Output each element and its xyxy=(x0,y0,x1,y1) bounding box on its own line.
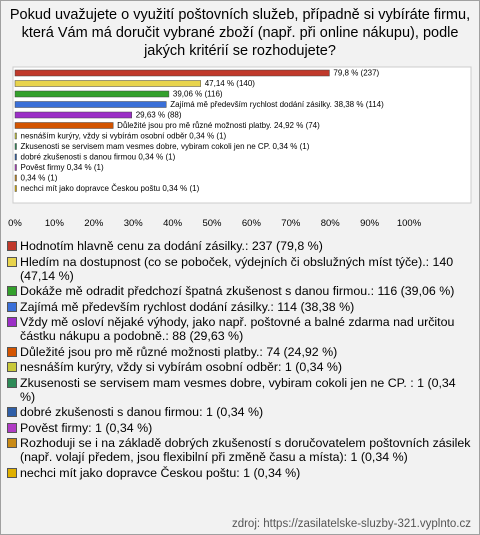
legend-swatch xyxy=(7,286,17,296)
legend-item-9 xyxy=(7,405,471,419)
bar-5 xyxy=(15,112,132,118)
x-tick-label: 100% xyxy=(396,218,422,229)
legend-swatch xyxy=(7,317,17,327)
bar-12 xyxy=(15,186,17,192)
bar-8 xyxy=(15,144,17,150)
legend-item-10 xyxy=(7,421,471,435)
legend-swatch xyxy=(7,302,17,312)
legend-item-5 xyxy=(7,315,471,343)
legend-swatch xyxy=(7,407,17,417)
bar-label-4: Zajímá mě především rychlost dodání zásilky. 38,38 % (114) xyxy=(170,100,384,109)
legend-label: Důležité jsou pro mě různé možnosti platby.: 74 (24,92 %) xyxy=(20,344,338,359)
legend-swatch xyxy=(7,362,17,372)
legend-label: Dokáže mě odradit předchozí špatná zkušenost s danou firmou.: 116 (39,06 %) xyxy=(20,284,455,298)
legend-item-6 xyxy=(7,345,471,359)
legend-label: Vždy mě osloví nějaké výhody, jako např. poštovné a balné zdarma nad určitou částku nákupu a podobně.: 88 (29,63 %) xyxy=(20,315,455,343)
bar-9 xyxy=(15,154,17,160)
x-tick-label: 10% xyxy=(44,218,64,229)
legend-swatch xyxy=(7,423,17,433)
bar-label-3: 39,06 % (116) xyxy=(172,89,223,99)
bar-label-2: 47,14 % (140) xyxy=(204,79,255,88)
x-tick-label: 50% xyxy=(202,218,222,229)
legend xyxy=(7,239,471,481)
legend-label: dobré zkušenosti s danou firmou: 1 (0,34 %) xyxy=(20,405,264,419)
x-tick-label: 90% xyxy=(360,218,380,229)
legend-label: Hledím na dostupnost (co se poboček, výdejních či obslužných míst týče).: 140 (47,14 %) xyxy=(20,254,454,283)
x-tick-label: 30% xyxy=(123,218,143,229)
bar-chart xyxy=(1,63,479,239)
legend-label: Zajímá mě především rychlost dodání zásilky.: 114 (38,38 %) xyxy=(20,299,355,314)
legend-label: Pověst firmy: 1 (0,34 %) xyxy=(20,420,153,435)
bar-1 xyxy=(15,70,329,76)
legend-label: Rozhoduji se i na základě dobrých zkušeností s doručovatelem poštovních zásilek (např. volají předem, jsou flexibilní při změně času a místa): 1 (0,34 %) xyxy=(20,436,471,464)
x-tick-label: 0% xyxy=(8,218,22,229)
bar-label-10: Pověst firmy 0,34 % (1) xyxy=(20,163,104,172)
legend-item-12 xyxy=(7,466,471,480)
chart-title: Pokud uvažujete o využití poštovních služeb, případně si vybíráte firmu, která Vám má doručit vybrané zboží (např. při online nákupu), podle jakých kritérií se rozhodujete? xyxy=(9,7,471,59)
bar-4 xyxy=(15,102,166,108)
bar-label-7: nesnáším kurýry, vždy si vybírám osobní odběr 0,34 % (1) xyxy=(20,131,227,141)
x-tick-label: 60% xyxy=(241,218,261,229)
legend-item-4 xyxy=(7,300,471,314)
bar-11 xyxy=(15,175,17,181)
bar-label-1: 79,8 % (237) xyxy=(333,68,380,78)
bar-label-5: 29,63 % (88) xyxy=(135,110,182,120)
legend-label: nesnáším kurýry, vždy si vybírám osobní odběr: 1 (0,34 %) xyxy=(20,360,343,374)
bar-label-8: Zkusenosti se servisem mam vesmes dobre, vybiram cokoli jen ne CP. 0,34 % (1) xyxy=(20,142,310,151)
bar-label-9: dobré zkušenosti s danou firmou 0,34 % (1) xyxy=(20,152,176,162)
bar-2 xyxy=(15,81,201,87)
bar-3 xyxy=(15,91,169,97)
legend-item-1 xyxy=(7,239,471,253)
x-tick-label: 20% xyxy=(84,218,104,229)
legend-item-7 xyxy=(7,360,471,374)
legend-swatch xyxy=(7,347,17,357)
legend-item-11 xyxy=(7,436,471,464)
legend-label: Hodnotím hlavně cenu za dodání zásilky.: 237 (79,8 %) xyxy=(20,239,323,253)
bar-label-11: 0,34 % (1) xyxy=(20,173,58,183)
x-tick-label: 40% xyxy=(163,218,183,229)
legend-label: nechci mít jako dopravce Českou poštu: 1 (0,34 %) xyxy=(20,465,301,480)
legend-item-2 xyxy=(7,255,471,283)
bar-7 xyxy=(15,133,17,139)
source-note: zdroj: https://zasilatelske-sluzby-321.vyplnto.cz xyxy=(231,518,471,530)
bar-label-12: nechci mít jako dopravce Českou poštu 0,34 % (1) xyxy=(20,184,200,193)
legend-item-3 xyxy=(7,284,471,298)
x-tick-label: 80% xyxy=(320,218,340,229)
legend-item-8 xyxy=(7,376,471,404)
legend-swatch xyxy=(7,257,17,267)
legend-swatch xyxy=(7,378,17,388)
bar-6 xyxy=(15,123,113,129)
bar-10 xyxy=(15,165,17,171)
bar-label-6: Důležité jsou pro mě různé možnosti platby. 24,92 % (74) xyxy=(117,121,320,130)
legend-swatch xyxy=(7,468,17,478)
legend-label: Zkusenosti se servisem mam vesmes dobre, vybiram cokoli jen ne CP. : 1 (0,34 %) xyxy=(20,375,456,404)
legend-swatch xyxy=(7,241,17,251)
x-tick-label: 70% xyxy=(281,218,301,229)
legend-swatch xyxy=(7,438,17,448)
